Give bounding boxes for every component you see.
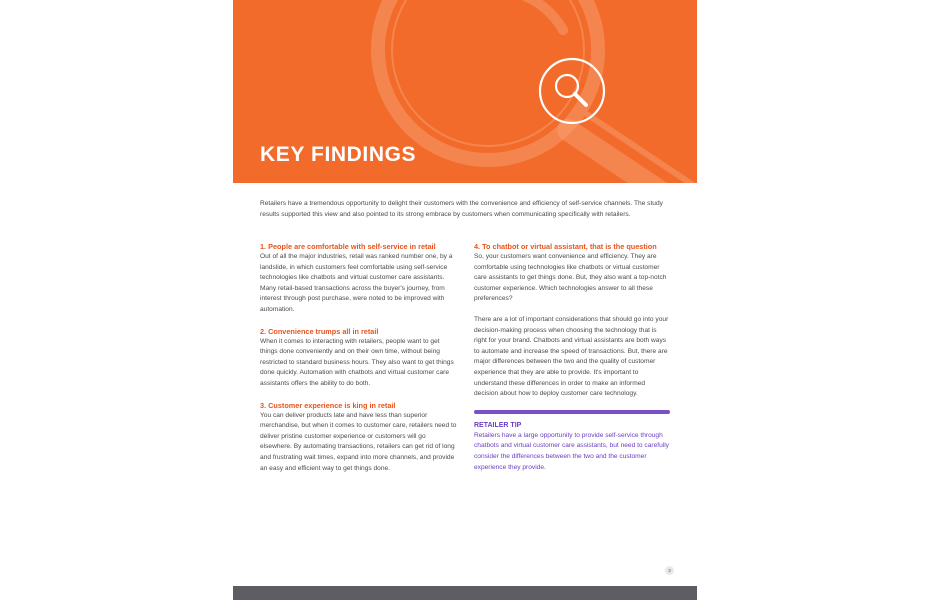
left-column [260,241,457,484]
intro-paragraph: Retailers have a tremendous opportunity to delight their customers with the convenience and efficiency of self-service channels. The study results supported this view and also pointed to its strong embrace by customers when communicating specifically with retailers. [260,200,663,218]
tip-body: Retailers have a large opportunity to provide self-service through chatbots and virtual customer care assistants, but need to carefully consider the differences between the two and the customer experience they provide. [474,431,669,471]
section-heading: 4. To chatbot or virtual assistant, that is the question [474,242,657,251]
hero-banner [233,0,697,183]
footer-bar [233,586,697,600]
section-body: You can deliver products late and have less than superior merchandise, but when it comes to customer care, retailers need to deliver pristine customer experience or customers will go elsewhere. By automating transactions, retailers can get rid of long and frustrating wait times, expand into more channels, and provide an easy and efficient way to get things done. [260,411,457,472]
section-body: So, your customers want convenience and efficiency. They are comfortable using technologies like chatbots or virtual customer care assistants to get things done. But, they also want a top-notch customer experience. Which technologies answer to all these preferences? [474,253,667,303]
page-title: KEY FINDINGS [260,143,417,166]
document-page [233,0,697,600]
tip-divider [474,410,670,414]
section-body: Out of all the major industries, retail was ranked number one, by a landslide, in which customers feel comfortable using self-service technologies like chatbots and virtual customer care assistants. Many retail-based transactions across the buyer's journey, from interest through post purchase, were noted to be improved with automation. [260,253,453,313]
tip-heading: RETAILER TIP [474,421,522,429]
right-column [474,241,671,473]
section-body: There are a lot of important considerations that should go into your decision-making process when choosing the technology that is right for your brand. Chatbots and virtual assistants are both ways to automate and increase the speed of transactions. But, there are major differences between the two and the quality of customer experience that they are able to provide. It's important to understand these differences in order to make an informed decision about how to deploy customer care technology. [474,315,669,398]
section-heading: 1. People are comfortable with self-service in retail [260,242,436,251]
page-number: 3 [665,566,674,575]
section-heading: 3. Customer experience is king in retail [260,400,396,410]
section-heading: 2. Convenience trumps all in retail [260,326,379,336]
section-body: When it comes to interacting with retailers, people want to get things done conveniently and on their own time, without being restricted to standard business hours. They also want to get things done quickly. Automation with chatbots and virtual customer care assistants offers the ability to do both. [260,337,454,387]
